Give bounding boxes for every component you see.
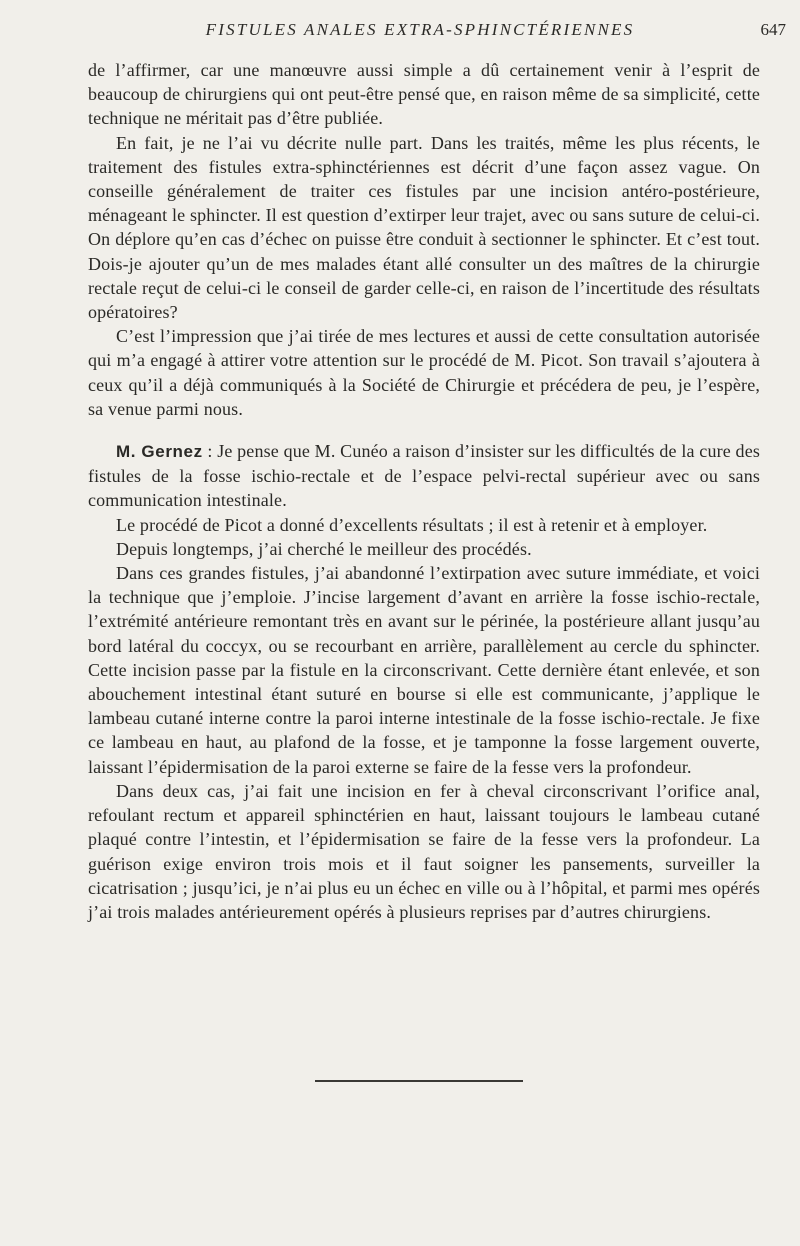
speaker-separator: : <box>202 441 218 462</box>
paragraph: En fait, je ne l’ai vu décrite nulle part. Dans les traités, même les plus récents, le traitement des fistules extra-sphinctériennes est décrit d’une façon assez vague. On conseille généralement de traiter ces fistules par une incision antéro-postérieure, ménageant le sphincter. Il est question d’extirper leur trajet, avec ou sans suture de celui-ci. On déplore qu’en cas d’échec on puisse être conduit à sectionner le sphincter. Et c’est tout. Dois-je ajouter qu’un de mes malades étant allé consulter un des maîtres de la chirurgie rectale reçut de celui-ci le conseil de garder celle-ci, en raison de l’incertitude des résultats opératoires? <box>88 132 760 323</box>
running-head <box>90 18 786 46</box>
paragraph: C’est l’impression que j’ai tirée de mes lectures et aussi de cette consultation autorisée qui m’a engagé à attirer votre attention sur le procédé de M. Picot. Son travail s’ajoutera à ceux qu’il a déjà communiqués à la Société de Chirurgie et précédera de peu, je l’espère, sa venue parmi nous. <box>88 326 760 419</box>
body-text <box>88 58 760 924</box>
speaker-text: Je pense que M. Cunéo a raison d’insister sur les difficultés de la cure des fistules de la fosse ischio-rectale et de l’espace pelvi-rectal supérieur avec ou sans communication intestinale. <box>88 441 760 511</box>
speaker-paragraph <box>88 439 760 513</box>
paragraph-continued: de l’affirmer, car une manœuvre aussi simple a dû certainement venir à l’esprit de beaucoup de chirurgiens qui ont peut-être pensé que, en raison même de sa simplicité, cette technique ne méritait pas d’être publiée. <box>88 60 760 129</box>
running-title: FISTULES ANALES EXTRA-SPHINCTÉRIENNES <box>205 20 635 39</box>
paragraph: Depuis longtemps, j’ai cherché le meilleur des procédés. <box>116 538 532 559</box>
speaker-name: M. Gernez <box>116 442 203 462</box>
paragraph: Dans deux cas, j’ai fait une incision en fer à cheval circonscrivant l’orifice anal, refoulant rectum et appareil sphinctérien en haut, laissant toujours le lambeau cutané plaqué contre l’intestin, et l’épidermisation se faire de la fesse vers la profondeur. La guérison exige environ trois mois et il faut soigner les pansements, surveiller la cicatrisation ; jusqu’ici, je n’ai plus eu un échec en ville ou à l’hôpital, et parmi mes opérés j’ai trois malades antérieurement opérés à plusieurs reprises par d’autres chirurgiens. <box>88 780 760 922</box>
paragraph: Dans ces grandes fistules, j’ai abandonné l’extirpation avec suture immédiate, et voici la technique que j’emploie. J’incise largement d’avant en arrière la fosse ischio-rectale, l’extrémité antérieure remontant très en avant sur le périnée, la postérieure allant jusqu’au bord latéral du coccyx, ou se recourbant en arrière, parallèlement au cercle du sphincter. Cette incision passe par la fistule en la circonscrivant. Cette dernière étant enlevée, et son abouchement intestinal étant suturé en bourse si elle est communicante, j’applique le lambeau cutané interne contre la paroi interne intestinale de la fosse ischio-rectale. Je fixe ce lambeau en haut, au plafond de la fosse, et je tamponne la fosse largement ouverte, laissant l’épidermisation de la paroi externe se faire de la fesse vers la profondeur. <box>88 563 760 777</box>
paragraph: Le procédé de Picot a donné d’excellents résultats ; il est à retenir et à employer. <box>116 514 708 535</box>
section-end-rule <box>315 1080 523 1082</box>
page-number: 647 <box>760 20 786 39</box>
